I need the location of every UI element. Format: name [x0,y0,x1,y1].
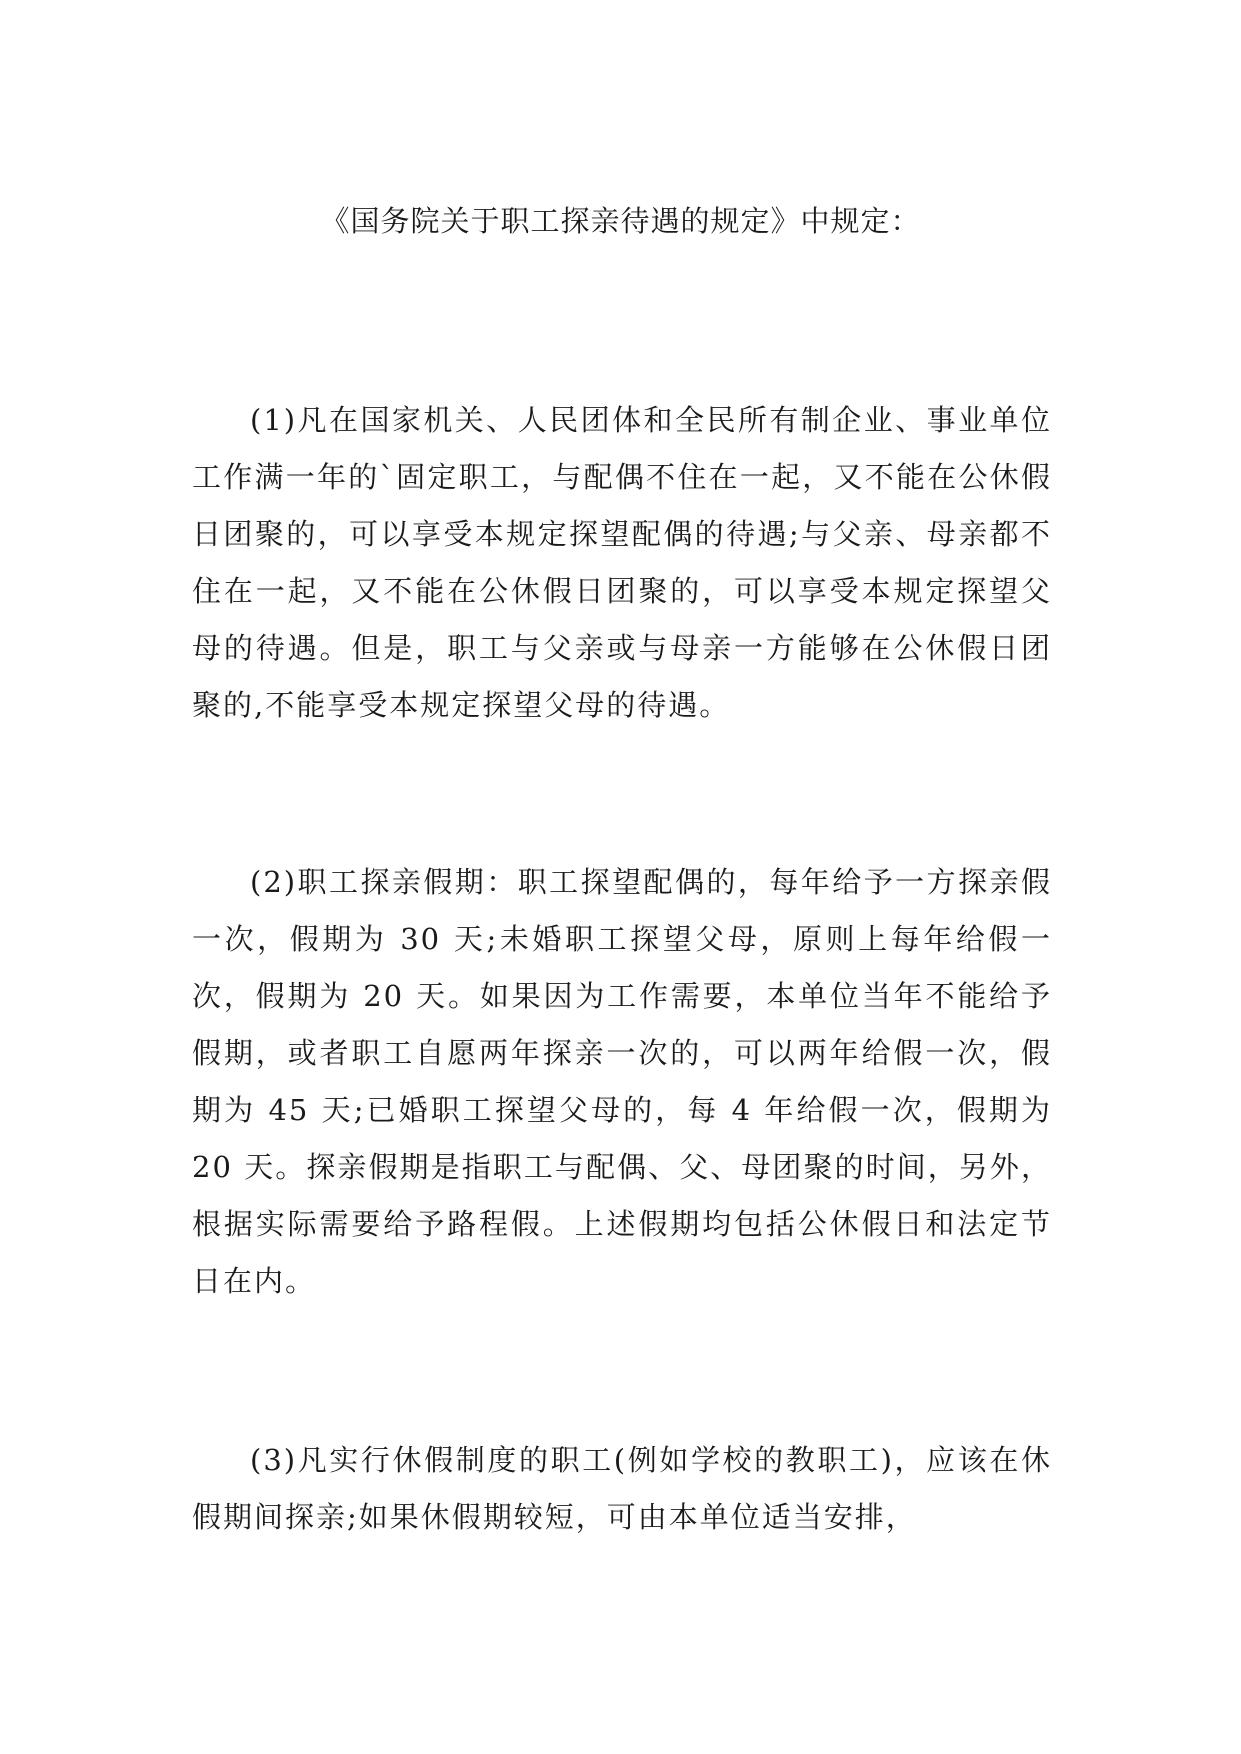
paragraph-3: (3)凡实行休假制度的职工(例如学校的教职工)，应该在休假期间探亲;如果休假期较短，可由本单位适当安排， [192,1443,1052,1534]
paragraph-1: (1)凡在国家机关、人民团体和全民所有制企业、事业单位工作满一年的`固定职工，与配偶不住在一起，又不能在公休假日团聚的，可以享受本规定探望配偶的待遇;与父亲、母亲都不住在一起，又不能在公休假日团聚的，可以享受本规定探望父母的待遇。但是，职工与父亲或与母亲一方能够在公休假日团聚的,不能享受本规定探望父母的待遇。 [192,403,1052,722]
document-title: 《国务院关于职工探亲待遇的规定》中规定： [320,204,921,238]
paragraph-2: (2)职工探亲假期：职工探望配偶的，每年给予一方探亲假一次，假期为 30 天;未婚职工探望父母，原则上每年给假一次，假期为 20 天。如果因为工作需要，本单位当年不能给予假期，或者职工自愿两年探亲一次的，可以两年给假一次，假期为 45 天;已婚职工探望父母的，每 4 年给假一次，假期为 20 天。探亲假期是指职工与配偶、父、母团聚的时间，另外，根据实际需要给予路程假。上述假期均包括公休假日和法定节日在内。 [192,865,1052,1298]
